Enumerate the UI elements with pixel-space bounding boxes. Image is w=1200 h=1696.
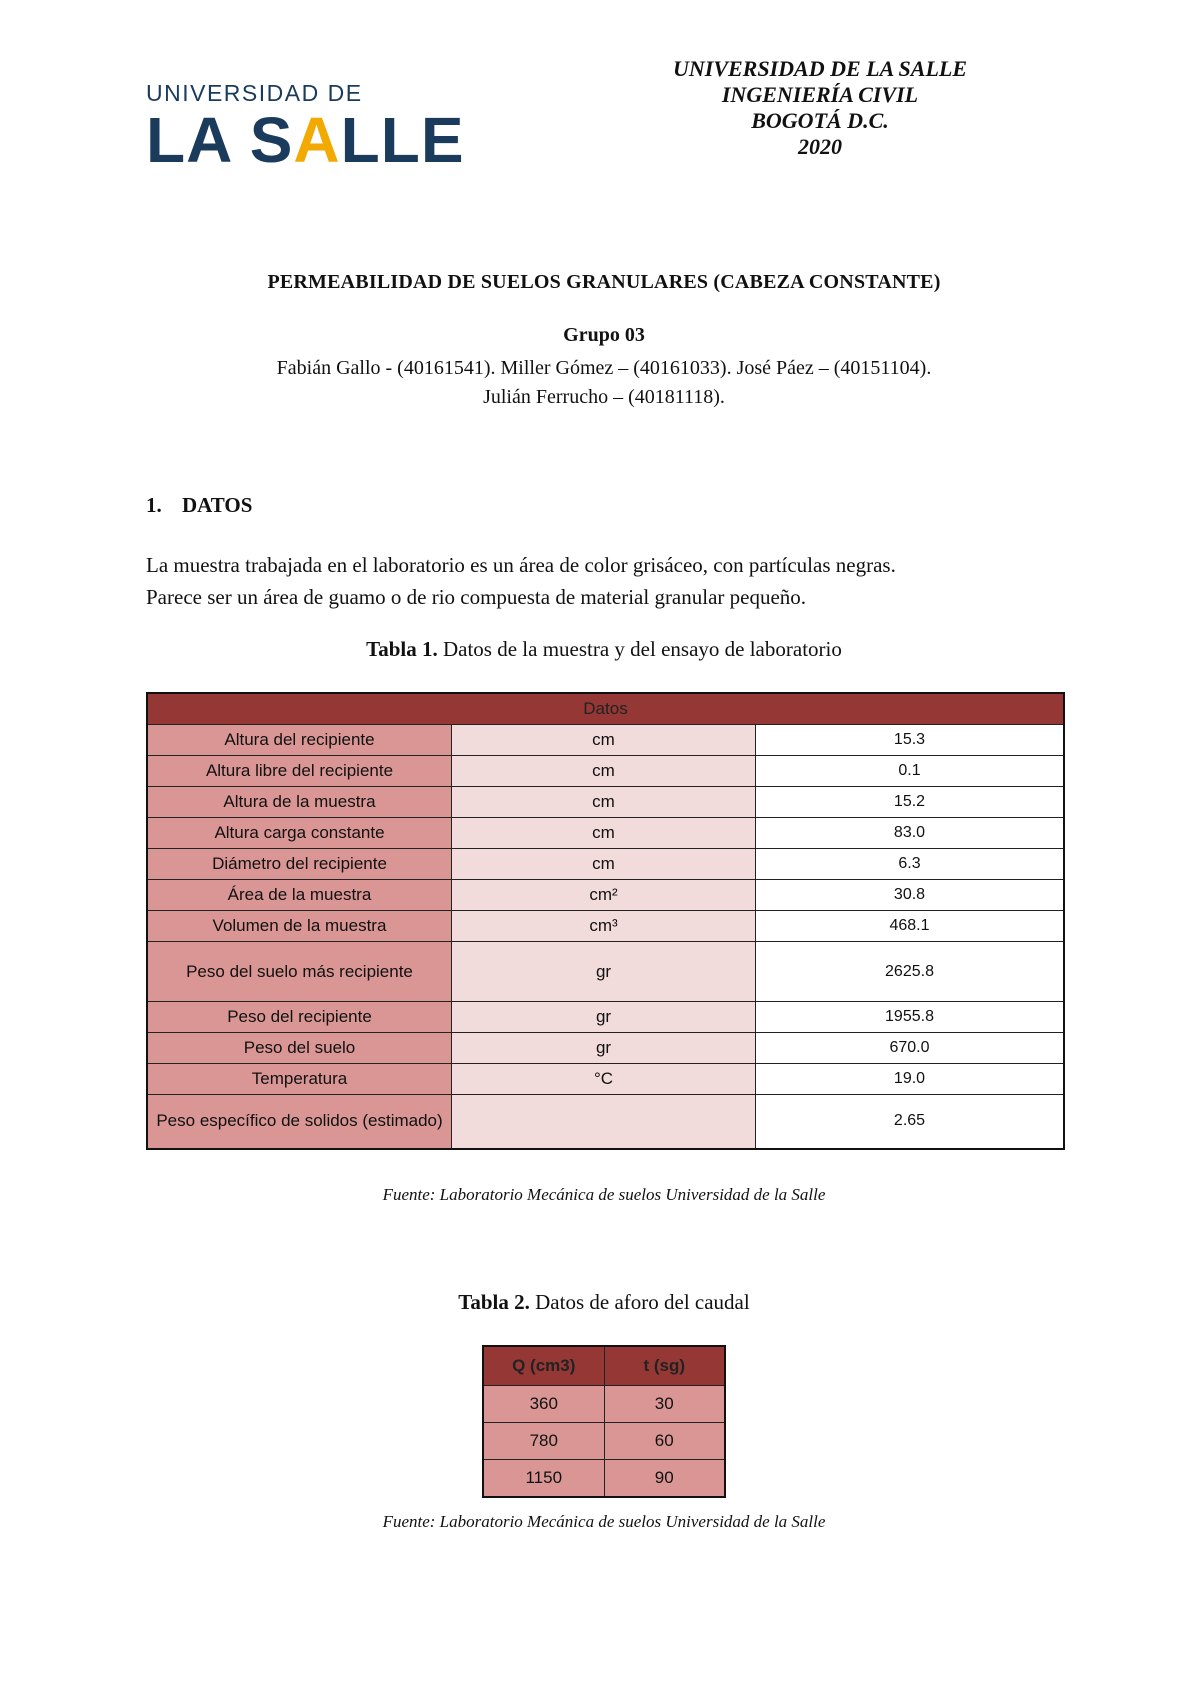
row-value: 468.1 [756,911,1065,942]
table-row [147,1095,1064,1149]
row-value: 1955.8 [756,1002,1065,1033]
row-value: 2625.8 [756,942,1065,1002]
header-city: BOGOTÁ D.C. [751,108,889,133]
flow-t-cell: 90 [604,1460,725,1498]
row-unit: gr [452,942,756,1002]
table-row [147,849,1064,880]
row-value: 30.8 [756,880,1065,911]
table-row [147,725,1064,756]
row-label: Diámetro del recipiente [147,849,452,880]
row-unit: gr [452,1033,756,1064]
row-value: 670.0 [756,1033,1065,1064]
row-value: 15.2 [756,787,1065,818]
institution-header [640,56,1000,160]
flow-q-cell: 1150 [483,1460,604,1498]
table1-caption-text: Datos de la muestra y del ensayo de laboratorio [437,637,842,661]
row-label: Área de la muestra [147,880,452,911]
header-university: UNIVERSIDAD DE LA SALLE [672,56,968,81]
university-logo [146,80,465,176]
table2-caption-label: Tabla 2. [458,1290,530,1314]
data-table [146,692,1065,1150]
row-label: Peso específico de solidos (estimado) [147,1095,452,1149]
row-value: 2.65 [756,1095,1065,1149]
header-faculty: INGENIERÍA CIVIL [721,82,919,107]
table2-caption [146,1290,1062,1315]
table-row [483,1460,725,1498]
table1-caption-label: Tabla 1. [366,637,438,661]
header-year: 2020 [798,134,842,159]
row-label: Volumen de la muestra [147,911,452,942]
table-row [147,911,1064,942]
row-unit: °C [452,1064,756,1095]
authors-line-2: Julián Ferrucho – (40181118). [483,386,725,408]
flow-header-q: Q (cm3) [483,1346,604,1386]
row-unit: cm³ [452,911,756,942]
section-title: DATOS [182,493,253,517]
table-row [147,756,1064,787]
table-row [147,1064,1064,1095]
table-row [147,1033,1064,1064]
flow-table [482,1345,726,1498]
data-table-header: Datos [147,693,1064,725]
flow-header-t: t (sg) [604,1346,725,1386]
logo-main-text: LA SALLE [146,104,465,176]
logo-wordmark [146,104,465,176]
table-row [147,787,1064,818]
group-name: Grupo 03 [563,324,645,346]
row-label: Peso del suelo [147,1033,452,1064]
row-unit: cm [452,787,756,818]
row-unit: cm [452,849,756,880]
table2-source: Fuente: Laboratorio Mecánica de suelos Universidad de la Salle [382,1512,826,1531]
table-row [147,818,1064,849]
row-unit: cm [452,725,756,756]
authors-line-1: Fabián Gallo - (40161541). Miller Gómez – (40161033). José Páez – (40151104). [276,357,932,379]
row-value: 6.3 [756,849,1065,880]
row-label: Peso del recipiente [147,1002,452,1033]
section-paragraph [146,549,1086,613]
row-value: 19.0 [756,1064,1065,1095]
flow-q-cell: 360 [483,1386,604,1423]
table-row [147,1002,1064,1033]
logo-top-text: UNIVERSIDAD DE [146,80,363,106]
row-unit: gr [452,1002,756,1033]
table-row [483,1386,725,1423]
row-label: Peso del suelo más recipiente [147,942,452,1002]
row-label: Altura libre del recipiente [147,756,452,787]
table2-caption-text: Datos de aforo del caudal [529,1290,750,1314]
row-unit [452,1095,756,1149]
flow-t-cell: 60 [604,1423,725,1460]
row-unit: cm [452,818,756,849]
authors [146,354,1062,412]
section-heading [146,493,252,518]
table-row [147,880,1064,911]
flow-t-cell: 30 [604,1386,725,1423]
table-row [147,942,1064,1002]
paragraph-line-2: Parece ser un área de guamo o de rio compuesta de material granular pequeño. [146,585,807,609]
row-value: 0.1 [756,756,1065,787]
flow-q-cell: 780 [483,1423,604,1460]
row-label: Altura del recipiente [147,725,452,756]
section-number: 1. [146,493,162,517]
row-unit: cm² [452,880,756,911]
table-row [483,1423,725,1460]
row-label: Temperatura [147,1064,452,1095]
row-value: 15.3 [756,725,1065,756]
row-label: Altura de la muestra [147,787,452,818]
row-label: Altura carga constante [147,818,452,849]
row-value: 83.0 [756,818,1065,849]
document-title: PERMEABILIDAD DE SUELOS GRANULARES (CABEZA CONSTANTE) [267,271,941,293]
paragraph-line-1: La muestra trabajada en el laboratorio es un área de color grisáceo, con partículas negras. [146,553,896,577]
table1-caption [146,637,1062,662]
table1-source: Fuente: Laboratorio Mecánica de suelos Universidad de la Salle [382,1185,826,1204]
row-unit: cm [452,756,756,787]
